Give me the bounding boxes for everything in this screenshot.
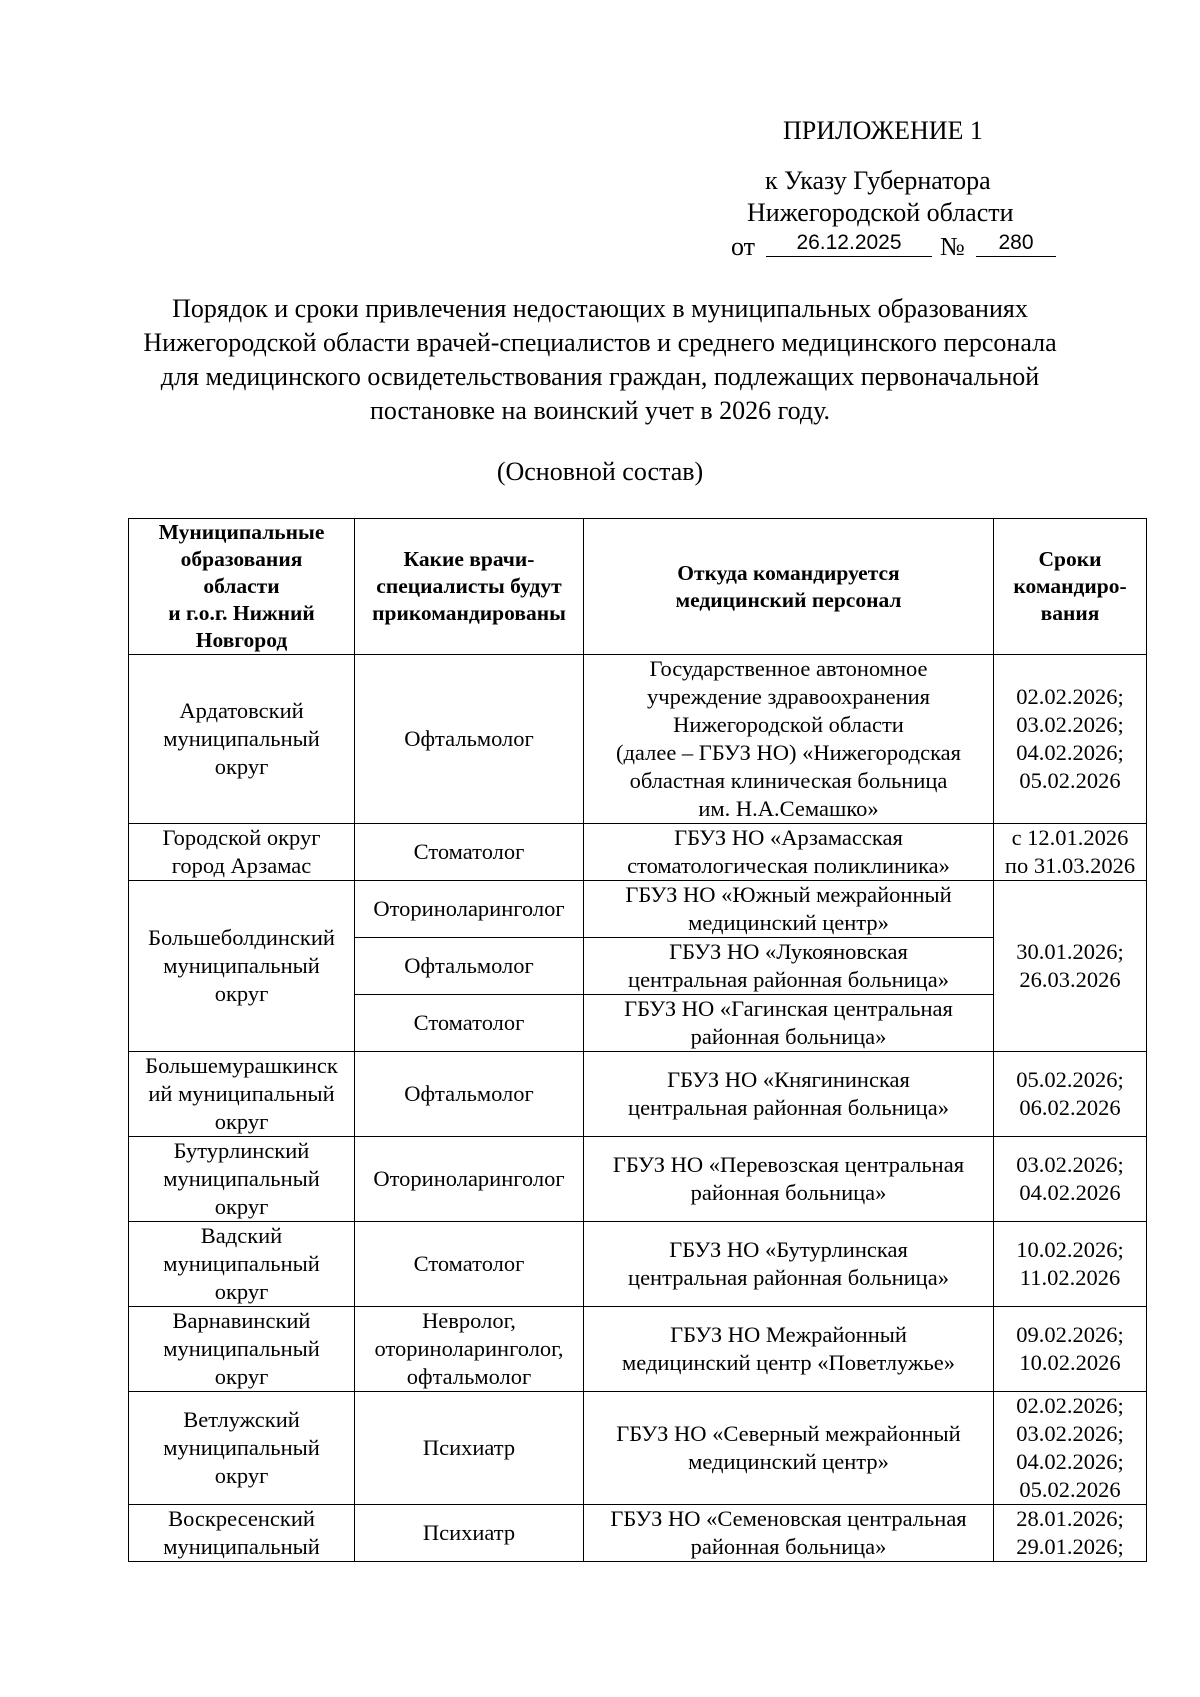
cell-line: муниципальный <box>163 1534 320 1559</box>
document-subtitle: (Основной состав) <box>496 457 704 486</box>
municipality-cell <box>129 655 355 824</box>
cell-line: 06.02.2026 <box>1019 1095 1121 1120</box>
cell-line: округ <box>214 1463 269 1488</box>
table-row <box>129 655 1147 824</box>
cell-line: округ <box>214 1279 269 1304</box>
table-header-row <box>129 519 1147 655</box>
cell-line: муниципальный <box>163 1336 320 1361</box>
cell-line: медицинский центр» <box>688 1449 889 1474</box>
specialist-cell <box>355 1137 584 1222</box>
cell-line: ГБУЗ НО Межрайонный <box>670 1322 907 1347</box>
document-title <box>100 292 1100 428</box>
decree-number-field: 280 <box>976 230 1056 257</box>
cell-line: центральная районная больница» <box>628 967 949 992</box>
municipality-cell <box>129 1137 355 1222</box>
cell-line: ГБУЗ НО «Гагинская центральная <box>624 996 953 1021</box>
cell-line: 05.02.2026; <box>1016 1067 1124 1092</box>
municipality-cell <box>129 881 355 1052</box>
cell-line: муниципальный <box>163 1166 320 1191</box>
cell-line: и г.о.г. Нижний <box>168 601 315 625</box>
title-line: постановке на воинский учет в 2026 году. <box>369 396 831 425</box>
cell-line: муниципальный <box>163 953 320 978</box>
cell-line: 26.03.2026 <box>1019 967 1121 992</box>
cell-line: 05.02.2026 <box>1019 768 1121 793</box>
source-cell <box>584 1052 994 1137</box>
table-row <box>129 1392 1147 1505</box>
cell-line: Офтальмолог <box>404 1081 534 1106</box>
dates-cell <box>994 824 1147 881</box>
municipality-cell <box>129 1222 355 1307</box>
cell-line: прикомандированы <box>372 601 566 625</box>
cell-line: Психиатр <box>422 1520 516 1545</box>
cell-line: 04.02.2026; <box>1016 740 1124 765</box>
cell-line: ГБУЗ НО «Южный межрайонный <box>625 882 952 907</box>
header-specialist <box>355 519 584 655</box>
cell-line: центральная районная больница» <box>628 1265 949 1290</box>
cell-line: 09.02.2026; <box>1016 1322 1124 1347</box>
dates-cell <box>994 881 1147 1052</box>
cell-line: образования <box>180 547 303 571</box>
cell-line: Большеболдинский <box>148 925 335 950</box>
municipality-cell <box>129 1052 355 1137</box>
cell-line: Новгород <box>195 628 288 652</box>
source-cell <box>584 995 994 1052</box>
assignment-table <box>128 518 1147 1562</box>
cell-line: 11.02.2026 <box>1019 1265 1121 1290</box>
cell-line: округ <box>214 1194 269 1219</box>
cell-line: Офтальмолог <box>404 726 534 751</box>
header-source <box>584 519 994 655</box>
cell-line: 28.01.2026; <box>1016 1506 1124 1531</box>
cell-line: Ардатовский <box>179 698 304 723</box>
cell-line: ГБУЗ НО «Бутурлинская <box>669 1237 908 1262</box>
cell-line: округ <box>214 1109 269 1134</box>
decree-date-field: 26.12.2025 <box>766 230 932 257</box>
decree-date-line <box>0 230 1200 264</box>
specialist-cell <box>355 1052 584 1137</box>
specialist-cell <box>355 881 584 938</box>
title-line: Нижегородской области врачей-специалистов и среднего медицинского персонала <box>143 328 1057 357</box>
dates-cell <box>994 655 1147 824</box>
cell-line: Государственное автономное <box>649 656 928 681</box>
cell-line: 04.02.2026; <box>1016 1449 1124 1474</box>
cell-line: медицинский центр «Поветлужье» <box>622 1350 955 1375</box>
cell-line: центральная районная больница» <box>628 1095 949 1120</box>
cell-line: медицинский персонал <box>675 587 902 612</box>
source-cell <box>584 881 994 938</box>
cell-line: ГБУЗ НО «Арзамасская <box>674 825 903 850</box>
cell-line: ий муниципальный <box>148 1081 335 1106</box>
header-dates <box>994 519 1147 655</box>
cell-line: области <box>203 574 280 598</box>
cell-line: районная больница» <box>690 1180 887 1205</box>
specialist-cell <box>355 938 584 995</box>
cell-line: Стоматолог <box>413 839 525 864</box>
cell-line: областная клиническая больница <box>629 768 948 793</box>
cell-line: округ <box>214 754 269 779</box>
source-cell <box>584 1222 994 1307</box>
decree-line-1: к Указу Губернатора <box>765 166 991 195</box>
municipality-cell <box>129 1307 355 1392</box>
cell-line: 30.01.2026; <box>1016 939 1124 964</box>
cell-line: Нижегородской области <box>673 712 904 737</box>
cell-line: районная больница» <box>690 1024 887 1049</box>
cell-line: Психиатр <box>422 1435 516 1460</box>
dates-cell <box>994 1307 1147 1392</box>
cell-line: 10.02.2026 <box>1019 1350 1121 1375</box>
table-row <box>129 1307 1147 1392</box>
table-row <box>129 1137 1147 1222</box>
cell-line: Вадский <box>200 1223 283 1248</box>
cell-line: Офтальмолог <box>404 953 534 978</box>
specialist-cell <box>355 1307 584 1392</box>
cell-line: районная больница» <box>690 1534 887 1559</box>
specialist-cell <box>355 1392 584 1505</box>
cell-line: ГБУЗ НО «Северный межрайонный <box>616 1421 961 1446</box>
table-row <box>129 1505 1147 1562</box>
cell-line: Большемурашкинск <box>145 1053 338 1078</box>
cell-line: им. Н.А.Семашко» <box>698 796 879 821</box>
cell-line: вания <box>1040 601 1100 625</box>
table-row <box>129 1052 1147 1137</box>
cell-line: ГБУЗ НО «Лукояновская <box>669 939 908 964</box>
source-cell <box>584 655 994 824</box>
cell-line: Сроки <box>1038 547 1102 571</box>
cell-line: муниципальный <box>163 1435 320 1460</box>
cell-line: офтальмолог <box>406 1364 532 1389</box>
cell-line: ГБУЗ НО «Перевозская центральная <box>612 1152 965 1177</box>
cell-line: 04.02.2026 <box>1019 1180 1121 1205</box>
table-row <box>129 1222 1147 1307</box>
title-line: для медицинского освидетельствования граждан, подлежащих первоначальной <box>160 362 1040 391</box>
municipality-cell <box>129 1392 355 1505</box>
table-row <box>129 824 1147 881</box>
cell-line: Городской округ <box>162 825 321 850</box>
cell-line: город Арзамас <box>171 853 312 878</box>
municipality-cell <box>129 824 355 881</box>
cell-line: 02.02.2026; <box>1016 684 1124 709</box>
cell-line: муниципальный <box>163 726 320 751</box>
table-row <box>129 881 1147 938</box>
dates-cell <box>994 1222 1147 1307</box>
specialist-cell <box>355 995 584 1052</box>
cell-line: (далее – ГБУЗ НО) «Нижегородская <box>615 740 961 765</box>
cell-line: 02.02.2026; <box>1016 1393 1124 1418</box>
cell-line: учреждение здравоохранения <box>647 684 930 709</box>
cell-line: 10.02.2026; <box>1016 1237 1124 1262</box>
cell-line: по 31.03.2026 <box>1004 853 1136 878</box>
cell-line: Откуда командируется <box>677 560 900 585</box>
number-label: № <box>940 232 965 261</box>
dates-cell <box>994 1505 1147 1562</box>
cell-line: муниципальный <box>163 1251 320 1276</box>
specialist-cell <box>355 824 584 881</box>
cell-line: Оториноларинголог <box>373 1166 565 1191</box>
cell-line: Оториноларинголог <box>373 896 565 921</box>
cell-line: Стоматолог <box>413 1251 525 1276</box>
cell-line: с 12.01.2026 <box>1011 825 1129 850</box>
specialist-cell <box>355 1222 584 1307</box>
cell-line: Невролог, <box>422 1308 516 1333</box>
cell-line: Муниципальные <box>158 520 325 544</box>
source-cell <box>584 938 994 995</box>
cell-line: стоматологическая поликлиника» <box>627 853 950 878</box>
cell-line: 03.02.2026; <box>1016 1152 1124 1177</box>
from-label: от <box>731 232 756 261</box>
cell-line: Стоматолог <box>413 1010 525 1035</box>
decree-line-2: Нижегородской области <box>747 198 1014 227</box>
cell-line: 29.01.2026; <box>1016 1534 1124 1559</box>
cell-line: медицинский центр» <box>688 910 889 935</box>
source-cell <box>584 1137 994 1222</box>
title-line: Порядок и сроки привлечения недостающих в муниципальных образованиях <box>172 294 1028 323</box>
cell-line: 03.02.2026; <box>1016 712 1124 737</box>
cell-line: ГБУЗ НО «Семеновская центральная <box>610 1506 967 1531</box>
dates-cell <box>994 1052 1147 1137</box>
cell-line: оториноларинголог, <box>374 1336 564 1361</box>
source-cell <box>584 1307 994 1392</box>
header-municipality <box>129 519 355 655</box>
cell-line: 05.02.2026 <box>1019 1477 1121 1502</box>
cell-line: 03.02.2026; <box>1016 1421 1124 1446</box>
cell-line: Воскресенский <box>168 1506 315 1531</box>
cell-line: Бутурлинский <box>173 1138 310 1163</box>
cell-line: округ <box>214 981 269 1006</box>
source-cell <box>584 1392 994 1505</box>
cell-line: Варнавинский <box>172 1308 311 1333</box>
appendix-label: ПРИЛОЖЕНИЕ 1 <box>783 116 983 145</box>
dates-cell <box>994 1137 1147 1222</box>
source-cell <box>584 824 994 881</box>
specialist-cell <box>355 655 584 824</box>
cell-line: Ветлужский <box>183 1407 300 1432</box>
cell-line: специалисты будут <box>376 574 562 598</box>
cell-line: Какие врачи- <box>403 547 535 571</box>
cell-line: командиро- <box>1013 574 1127 598</box>
dates-cell <box>994 1392 1147 1505</box>
cell-line: округ <box>214 1364 269 1389</box>
municipality-cell <box>129 1505 355 1562</box>
cell-line: ГБУЗ НО «Княгининская <box>667 1067 910 1092</box>
source-cell <box>584 1505 994 1562</box>
specialist-cell <box>355 1505 584 1562</box>
